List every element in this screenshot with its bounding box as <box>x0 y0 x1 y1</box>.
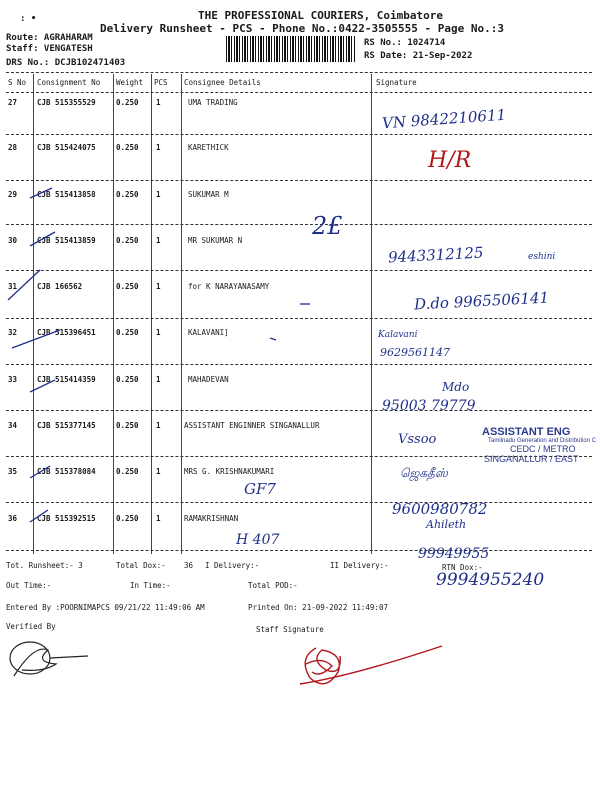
ii-delivery-label: II Delivery:- <box>330 561 389 570</box>
row-consignee: for K NARAYANASAMY <box>188 282 270 291</box>
handwritten-signature: H/R <box>428 148 472 173</box>
header-dots: : • <box>20 14 37 24</box>
company-name: THE PROFESSIONAL COURIERS, Coimbatore <box>198 9 444 22</box>
total-pod-label: Total POD:- <box>248 581 298 590</box>
handwritten-signature: ஜெகதீஸ் <box>400 466 448 480</box>
staff-label: Staff: VENGATESH <box>6 44 93 54</box>
row-sno: 36 <box>8 514 18 523</box>
verified-by-label: Verified By <box>6 622 56 631</box>
row-sno: 30 <box>8 236 18 245</box>
row-consignment: CJB 515414359 <box>37 375 96 384</box>
office-stamp <box>482 426 596 464</box>
row-pcs: 1 <box>156 143 161 152</box>
col-sno: S No <box>8 78 27 87</box>
handwritten-signature: GF7 <box>244 480 276 498</box>
row-consignee: KARETHICK <box>188 143 229 152</box>
row-weight: 0.250 <box>116 143 139 152</box>
row-sno: 31 <box>8 282 18 291</box>
row-sno: 32 <box>8 328 18 337</box>
row-sno: 33 <box>8 375 18 384</box>
row-weight: 0.250 <box>116 421 139 430</box>
row-pcs: 1 <box>156 467 161 476</box>
row-consignee: MAHADEVAN <box>188 375 229 384</box>
handwritten-signature: 9629561147 <box>380 346 450 359</box>
handwritten-signature: eshini <box>528 252 556 262</box>
handwritten-signature: Vssoo <box>398 432 437 447</box>
row-consignment: CJB 515424075 <box>37 143 96 152</box>
row-consignee: SUKUMAR M <box>188 190 229 199</box>
handwritten-signature: VN 9842210611 <box>381 105 507 133</box>
col-consignment: Consignment No <box>37 78 101 87</box>
handwritten-signature: H 407 <box>236 532 280 548</box>
row-pcs: 1 <box>156 190 161 199</box>
row-sno: 27 <box>8 98 18 107</box>
drs-number: DRS No.: DCJB102471403 <box>6 58 126 68</box>
handwritten-signature: 95003 79779 <box>382 398 476 414</box>
handwritten-signature: 9600980782 <box>392 500 488 518</box>
row-consignee: MRS G. KRISHNAKUMARI <box>184 467 275 476</box>
row-pcs: 1 <box>156 328 161 337</box>
row-sno: 28 <box>8 143 18 152</box>
total-dox-value: 36 <box>184 561 194 570</box>
row-consignment: CJB 515378084 <box>37 467 96 476</box>
row-pcs: 1 <box>156 282 161 291</box>
row-pcs: 1 <box>156 236 161 245</box>
row-weight: 0.250 <box>116 98 139 107</box>
row-consignee: UMA TRADING <box>188 98 238 107</box>
row-consignment: CJB 515392515 <box>37 514 96 523</box>
handwritten-signature: 9443312125 <box>387 243 484 267</box>
col-pcs: PCS <box>154 78 168 87</box>
row-consignment: CJB 515413858 <box>37 190 96 199</box>
staff-signature-label: Staff Signature <box>256 625 324 634</box>
handwritten-rtn-number: 9994955240 <box>436 570 545 590</box>
col-weight: Weight <box>116 78 144 87</box>
handwritten-signature: D.do 9965506141 <box>413 288 550 314</box>
entered-by: Entered By :POORNIMAPCS 09/21/22 11:49:06 AM <box>6 603 205 612</box>
stamp-line: ASSISTANT ENG <box>482 426 571 438</box>
row-sno: 29 <box>8 190 18 199</box>
row-sno: 34 <box>8 421 18 430</box>
row-consignment: CJB 166562 <box>37 282 83 291</box>
staff-signature <box>292 636 452 696</box>
row-consignment: CJB 515377145 <box>37 421 96 430</box>
row-sno: 35 <box>8 467 18 476</box>
handwritten-signature: 99949955 <box>418 546 490 562</box>
handwritten-signature: Ahileth <box>426 518 467 531</box>
total-dox-label: Total Dox:- <box>116 561 166 570</box>
runsheet-title: Delivery Runsheet - PCS - Phone No.:0422-3505555 - Page No.:3 <box>100 22 504 35</box>
row-pcs: 1 <box>156 375 161 384</box>
row-consignee: ASSISTANT ENGINNER SINGANALLUR <box>184 421 320 430</box>
row-consignee: MR SUKUMAR N <box>188 236 243 245</box>
stamp-line: Tamilnadu Generation and Distribution C <box>488 438 597 444</box>
row-pcs: 1 <box>156 98 161 107</box>
row-consignment: CJB 515355529 <box>37 98 96 107</box>
in-time-label: In Time:- <box>130 581 171 590</box>
handwritten-signature: Kalavani <box>378 330 418 340</box>
row-consignment: CJB 515396451 <box>37 328 96 337</box>
rs-number: RS No.: 1024714 <box>364 38 446 48</box>
row-weight: 0.250 <box>116 375 139 384</box>
stamp-line: CEDC / METRO <box>510 444 576 454</box>
rtn-dox-label: RTN Dox:- <box>442 563 483 572</box>
rs-date: RS Date: 21-Sep-2022 <box>364 51 473 61</box>
printed-on: Printed On: 21-09-2022 11:49:07 <box>248 603 388 612</box>
col-signature: Signature <box>376 78 417 87</box>
row-weight: 0.250 <box>116 514 139 523</box>
row-consignee: KALAVANI] <box>188 328 229 337</box>
out-time-label: Out Time:- <box>6 581 52 590</box>
row-consignment: CJB 515413859 <box>37 236 96 245</box>
handwritten-signature: Mdo <box>442 380 470 394</box>
row-consignee: RAMAKRISHNAN <box>184 514 239 523</box>
route-label: Route: AGRAHARAM <box>6 33 93 43</box>
row-weight: 0.250 <box>116 190 139 199</box>
row-weight: 0.250 <box>116 236 139 245</box>
i-delivery-label: I Delivery:- <box>205 561 260 570</box>
handwritten-signature: 2£ <box>312 212 343 240</box>
stamp-line: SINGANALLUR / EAST <box>484 454 579 464</box>
row-weight: 0.250 <box>116 282 139 291</box>
row-weight: 0.250 <box>116 467 139 476</box>
row-weight: 0.250 <box>116 328 139 337</box>
tot-runsheet: Tot. Runsheet:- 3 <box>6 561 83 570</box>
col-details: Consignee Details <box>184 78 261 87</box>
row-pcs: 1 <box>156 421 161 430</box>
verified-by-signature <box>4 636 94 686</box>
row-pcs: 1 <box>156 514 161 523</box>
